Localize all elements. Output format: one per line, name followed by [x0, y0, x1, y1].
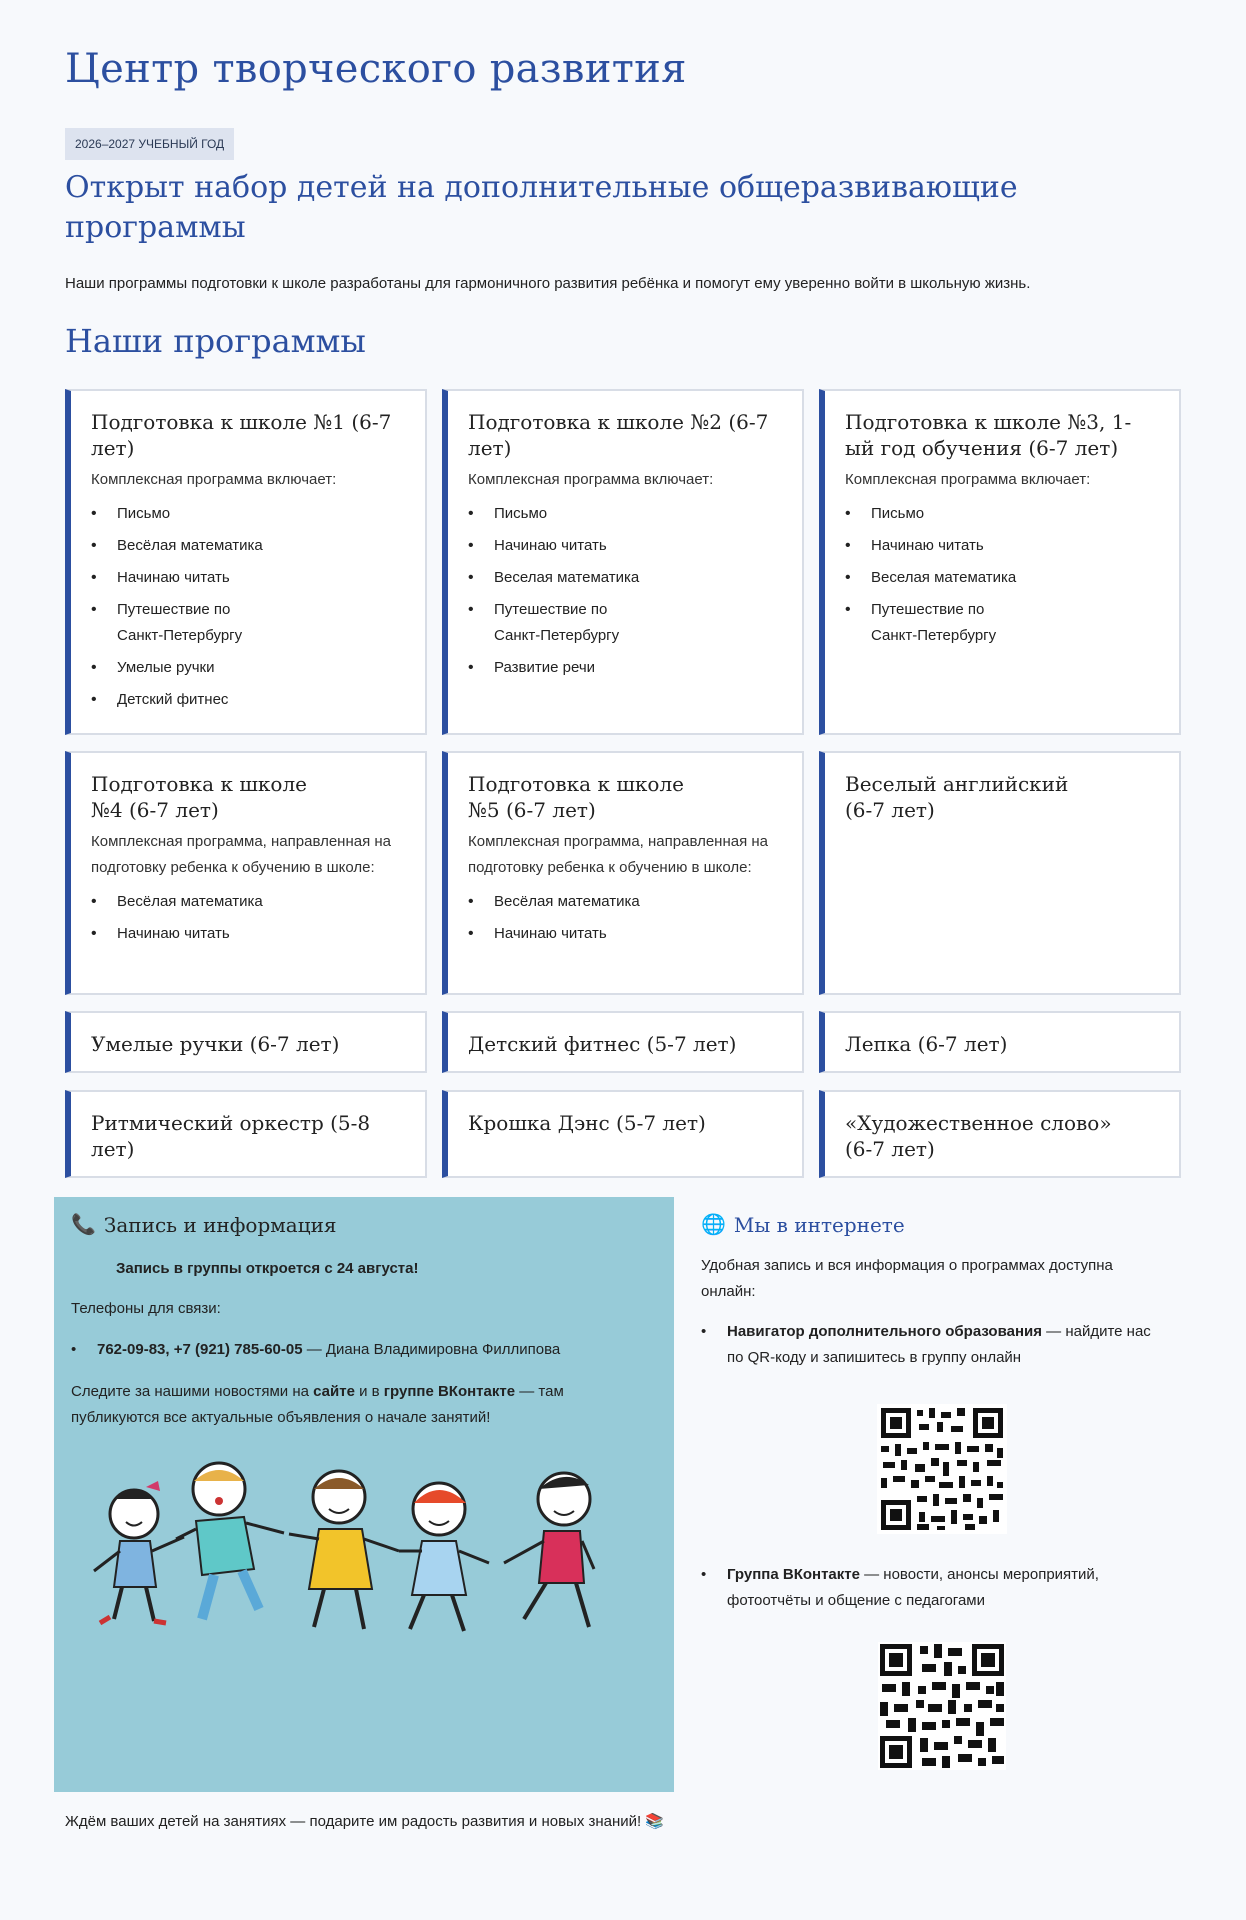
program-title: Подготовка к школе №2 (6-7 лет)	[468, 410, 769, 460]
news-text	[71, 1379, 631, 1431]
vk-link[interactable]: Группа ВКонтакте	[727, 1566, 860, 1583]
news-mid: и в	[354, 1383, 384, 1400]
program-desc: Комплексная программа включает:	[468, 471, 714, 488]
program-list	[91, 889, 407, 947]
program-card-8	[442, 1011, 804, 1073]
program-desc: Комплексная программа включает:	[91, 471, 337, 488]
list-item: • Веселая математика	[845, 565, 1161, 591]
list-item: • Путешествие по Санкт-Петербургу	[845, 597, 1025, 649]
program-list	[845, 501, 1161, 649]
child-figure	[504, 1473, 594, 1627]
program-desc: Комплексная программа, направленная на подготовку ребенка к обучению в школе:	[91, 833, 391, 876]
list-item: • Развитие речи	[468, 655, 784, 681]
navigator-link[interactable]: Навигатор дополнительного образования	[727, 1323, 1042, 1340]
navigator-item	[701, 1319, 1171, 1371]
program-title: Ритмический оркестр (5-8 лет)	[91, 1111, 371, 1161]
program-title: Подготовка к школе №1 (6-7 лет)	[91, 410, 392, 460]
child-figure	[289, 1471, 399, 1629]
program-card-6	[819, 751, 1181, 995]
list-item: • Весёлая математика	[91, 889, 407, 915]
list-item: • Начинаю читать	[845, 533, 1161, 559]
list-item: • Детский фитнес	[91, 687, 407, 713]
program-list	[468, 501, 784, 681]
program-title: Подготовка к школе №5 (6-7 лет)	[468, 772, 684, 822]
site-link[interactable]: сайте	[313, 1383, 355, 1400]
online-title: Мы в интернете	[733, 1212, 905, 1237]
list-item: • Веселая математика	[468, 565, 784, 591]
vk-qr-code[interactable]	[878, 1642, 1006, 1770]
footer-text	[65, 1812, 664, 1830]
list-item: • Весёлая математика	[468, 889, 784, 915]
program-title: Детский фитнес (5-7 лет)	[468, 1032, 737, 1056]
program-card-11	[442, 1090, 804, 1178]
news-prefix: Следите за нашими новостями на	[71, 1383, 314, 1400]
program-card-7	[65, 1011, 427, 1073]
child-figure	[399, 1483, 489, 1631]
news-suffix: — там публикуются все актуальные объявления о начале занятий!	[71, 1383, 564, 1426]
phone-icon: 📞	[71, 1214, 96, 1236]
program-card-1	[65, 389, 427, 735]
program-title: Подготовка к школе №4 (6-7 лет)	[91, 772, 307, 822]
year-badge: 2026–2027 УЧЕБНЫЙ ГОД	[65, 128, 234, 160]
globe-icon: 🌐	[701, 1214, 726, 1236]
list-item: • Письмо	[91, 501, 407, 527]
phone-person: — Диана Владимировна Филлипова	[302, 1341, 561, 1358]
navigator-qr-code[interactable]	[877, 1404, 1007, 1534]
program-card-10	[65, 1090, 427, 1178]
list-item: • Путешествие по Санкт-Петербургу	[91, 597, 271, 649]
intro-text: Наши программы подготовки к школе разработаны для гармоничного развития ребёнка и помогут ему уверенно войти в школьную жизнь.	[65, 275, 1031, 292]
main-heading: Открыт набор детей на дополнительные общеразвивающие программы	[65, 170, 1018, 245]
program-title: Умелые ручки (6-7 лет)	[91, 1032, 340, 1056]
contact-header	[71, 1212, 337, 1237]
program-card-9	[819, 1011, 1181, 1073]
program-card-2	[442, 389, 804, 735]
program-list	[91, 501, 407, 713]
program-title: Веселый английский (6-7 лет)	[845, 772, 1069, 822]
program-card-3	[819, 389, 1181, 735]
footer-message: Ждём ваших детей на занятиях — подарите им радость развития и новых знаний!	[65, 1813, 646, 1830]
vk-desc: — новости, анонсы мероприятий, фотоотчёты и общение с педагогами	[727, 1566, 1099, 1609]
list-item: • Путешествие по Санкт-Петербургу	[468, 597, 648, 649]
site-title: Центр творческого развития	[65, 46, 687, 92]
program-card-12	[819, 1090, 1181, 1178]
program-list	[468, 889, 784, 947]
online-header	[701, 1212, 1181, 1237]
program-title: Крошка Дэнс (5-7 лет)	[468, 1111, 706, 1135]
program-card-5	[442, 751, 804, 995]
contact-title: Запись и информация	[103, 1212, 337, 1237]
list-item: • Начинаю читать	[91, 565, 407, 591]
list-item: • Начинаю читать	[91, 921, 407, 947]
phone-numbers[interactable]: 762-09-83, +7 (921) 785-60-05	[97, 1341, 303, 1358]
list-item: • Письмо	[845, 501, 1161, 527]
program-desc: Комплексная программа, направленная на подготовку ребенка к обучению в школе:	[468, 833, 768, 876]
phones-label: Телефоны для связи:	[71, 1300, 221, 1317]
vk-group-link[interactable]: группе ВКонтакте	[383, 1383, 516, 1400]
online-section	[701, 1212, 1181, 1371]
list-item: • Весёлая математика	[91, 533, 407, 559]
program-title: Подготовка к школе №3, 1-ый год обучения (6-7 лет)	[845, 410, 1132, 460]
program-desc: Комплексная программа включает:	[845, 471, 1091, 488]
child-figure	[176, 1463, 284, 1619]
list-item: • Письмо	[468, 501, 784, 527]
online-intro: Удобная запись и вся информация о программах доступна онлайн:	[701, 1257, 1113, 1300]
children-illustration	[84, 1459, 644, 1659]
phones-line	[71, 1337, 661, 1363]
list-item: • Умелые ручки	[91, 655, 407, 681]
program-card-4	[65, 751, 427, 995]
child-figure	[94, 1481, 184, 1623]
opening-notice: Запись в группы откроется с 24 августа!	[116, 1260, 419, 1277]
contact-panel	[54, 1197, 674, 1792]
list-item: • Начинаю читать	[468, 921, 784, 947]
navigator-desc: — найдите нас по QR-коду и запишитесь в группу онлайн	[727, 1323, 1151, 1366]
list-item: • Начинаю читать	[468, 533, 784, 559]
section-title: Наши программы	[65, 322, 366, 360]
program-title: «Художественное слово» (6-7 лет)	[845, 1111, 1112, 1161]
vk-item	[701, 1562, 1171, 1614]
program-title: Лепка (6-7 лет)	[845, 1032, 1008, 1056]
book-icon: 📚	[645, 1813, 665, 1830]
